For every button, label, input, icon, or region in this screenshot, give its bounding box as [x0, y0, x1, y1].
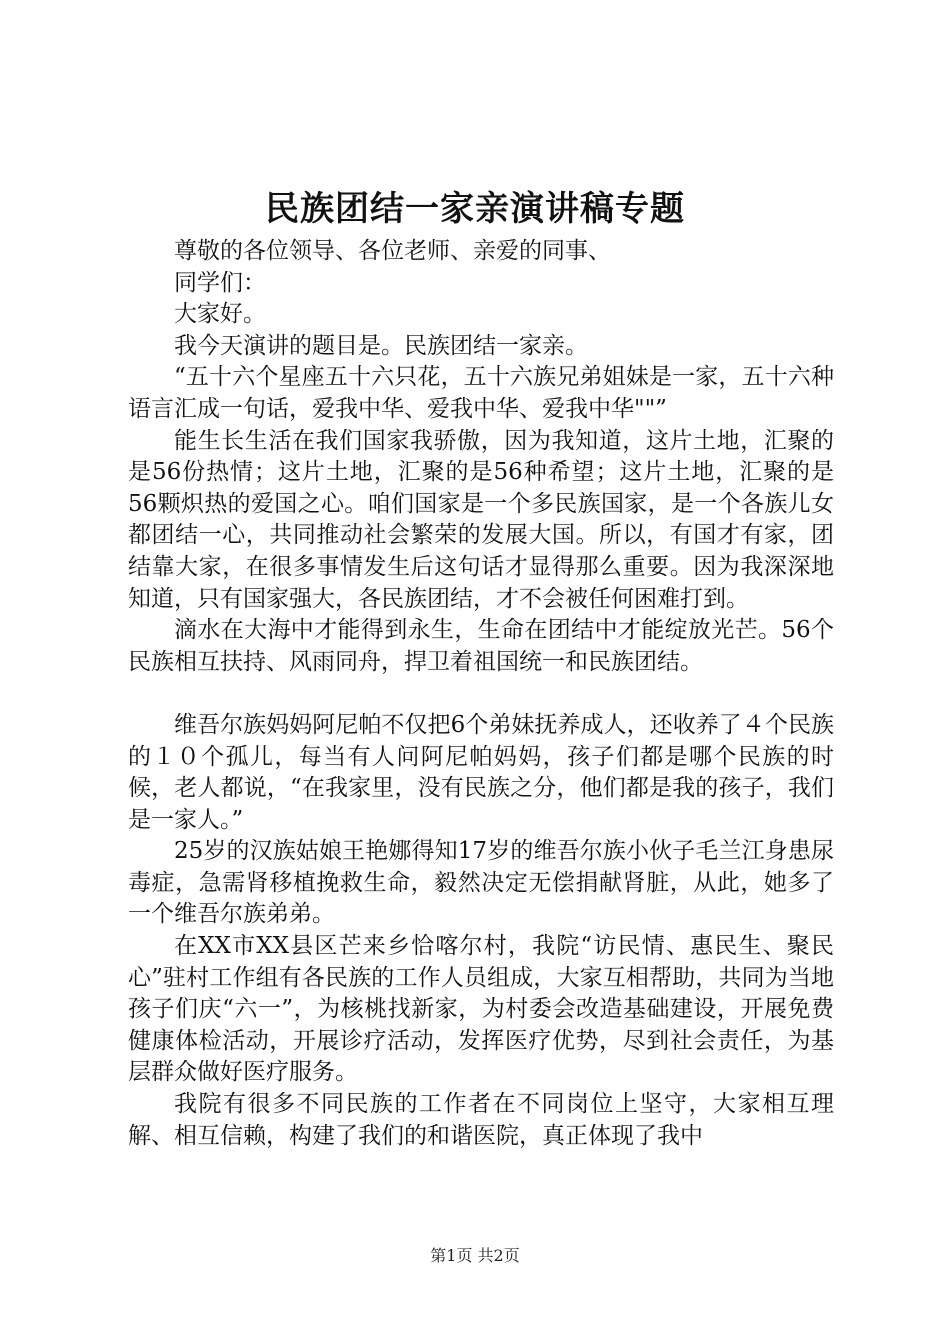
song-quote-paragraph: “五十六个星座五十六只花，五十六族兄弟姐妹是一家，五十六种语言汇成一句话，爱我中华、爱我中华、爱我中华""”: [128, 364, 834, 422]
anipa-story-paragraph: 维吾尔族妈妈阿尼帕不仅把6个弟妹抚养成人，还收养了４个民族的１０个孤儿，每当有人问阿尼帕妈妈，孩子们都是哪个民族的时候，老人都说，“在我家里，没有民族之分，他们都是我的孩子，我们是一家人。”: [128, 711, 834, 833]
greeting-line-1: 尊敬的各位领导、各位老师、亲爱的同事、: [174, 238, 611, 264]
document-title: 民族团结一家亲演讲稿专题: [265, 189, 685, 229]
kidney-donation-paragraph: 25岁的汉族姑娘王艳娜得知17岁的维吾尔族小伙子毛兰江身患尿毒症，急需肾移植挽救生命，毅然决定无偿捐献肾脏，从此，她多了一个维吾尔族弟弟。: [128, 838, 834, 928]
pride-paragraph: 能生长生活在我们国家我骄傲，因为我知道，这片土地，汇聚的是56份热情；这片土地，汇聚的是56种希望；这片土地，汇聚的是56颗炽热的爱国之心。咱们国家是一个多民族国家，是一个各族儿女都团结一心，共同推动社会繁荣的发展大国。所以，有国才有家，团结靠大家，在很多事情发生后这句话才显得那么重要。因为我深深地知道，只有国家强大，各民族团结，才不会被任何困难打到。: [128, 427, 834, 612]
hospital-paragraph: 我院有很多不同民族的工作者在不同岗位上坚守，大家相互理解、相互信赖，构建了我们的和谐医院，真正体现了我中: [128, 1091, 834, 1149]
topic-paragraph: 我今天演讲的题目是。民族团结一家亲。: [174, 332, 588, 359]
greeting-line-2: 同学们：: [174, 269, 266, 296]
document-body: [128, 236, 834, 1152]
village-work-paragraph: 在XX市XX县区芒来乡恰喀尔村，我院“访民情、惠民生、聚民心”驻村工作组有各民族的工作人员组成，大家互相帮助，共同为当地孩子们庆“六一”，为核桃找新家，为村委会改造基础建设，开展免费健康体检活动，开展诊疗活动，发挥医疗优势，尽到社会责任，为基层群众做好医疗服务。: [128, 933, 834, 1086]
greeting-line-3: 大家好。: [174, 301, 266, 328]
page-footer: 第1页 共2页: [430, 1246, 520, 1265]
unity-paragraph: 滴水在大海中才能得到永生，生命在团结中才能绽放光芒。56个民族相互扶持、风雨同舟，捍卫着祖国统一和民族团结。: [128, 617, 834, 675]
